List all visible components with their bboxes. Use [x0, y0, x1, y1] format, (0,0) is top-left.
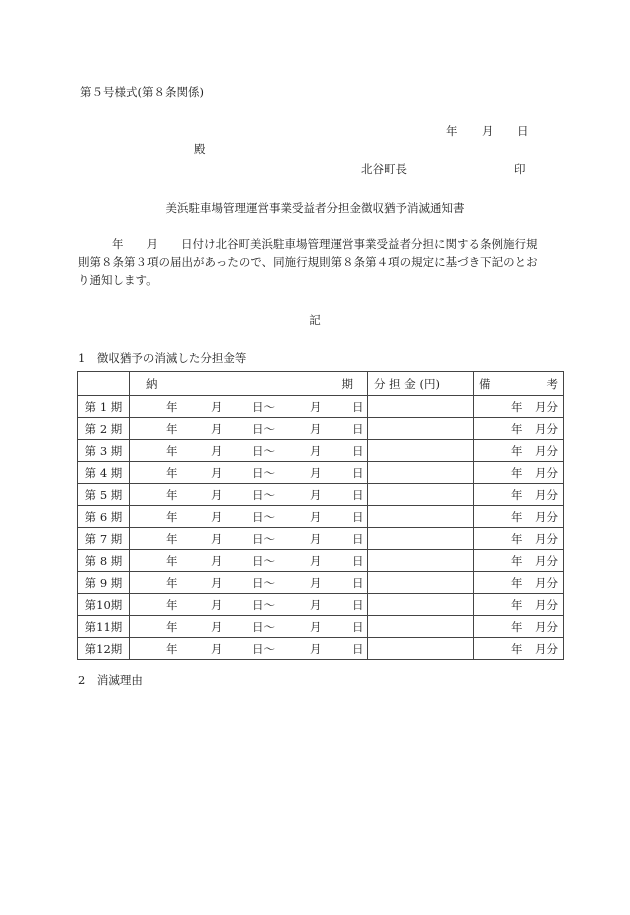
note-month: 月分: [535, 597, 558, 612]
note-cell: [474, 484, 564, 506]
note-month: 月分: [535, 443, 558, 458]
table-row: [78, 572, 564, 594]
range-month: 月: [211, 465, 223, 480]
period-label: 第 2 期: [84, 421, 123, 436]
table-row: [78, 506, 564, 528]
header-amount: [368, 372, 474, 396]
range-day-end: 日: [352, 421, 364, 436]
amount-cell[interactable]: [368, 572, 474, 594]
range-month-end: 月: [310, 553, 322, 568]
range-year: 年: [166, 399, 178, 414]
range-year: 年: [166, 597, 178, 612]
range-month: 月: [211, 399, 223, 414]
note-year: 年: [511, 641, 523, 656]
period-label: 第 8 期: [84, 553, 123, 568]
amount-cell[interactable]: [368, 616, 474, 638]
period-label: 第 5 期: [84, 487, 123, 502]
period-cell: [78, 440, 130, 462]
header-period: [78, 372, 130, 396]
range-cell: [130, 594, 368, 616]
range-cell: [130, 506, 368, 528]
range-day-end: 日: [352, 487, 364, 502]
note-year: 年: [511, 553, 523, 568]
date-month-label: 月: [482, 124, 494, 138]
period-cell: [78, 572, 130, 594]
note-year: 年: [511, 465, 523, 480]
range-month: 月: [211, 509, 223, 524]
note-year: 年: [511, 399, 523, 414]
addressee-suffix: 殿: [194, 142, 206, 156]
range-cell: [130, 462, 368, 484]
note-cell: [474, 528, 564, 550]
section-1-title: 1 徴収猶予の消滅した分担金等: [78, 351, 247, 365]
range-cell: [130, 418, 368, 440]
table-row: [78, 484, 564, 506]
note-cell: [474, 506, 564, 528]
period-cell: [78, 616, 130, 638]
range-day-tilde: 日～: [252, 531, 275, 546]
note-cell: [474, 396, 564, 418]
header-range-right: 期: [341, 376, 353, 391]
range-month-end: 月: [310, 531, 322, 546]
body-year-label: 年: [112, 237, 124, 251]
range-day-tilde: 日～: [252, 399, 275, 414]
range-year: 年: [166, 531, 178, 546]
range-month: 月: [211, 553, 223, 568]
section-2-title: 2 消滅理由: [78, 673, 143, 687]
period-label: 第 4 期: [84, 465, 123, 480]
range-month: 月: [211, 575, 223, 590]
range-day-tilde: 日～: [252, 509, 275, 524]
note-month: 月分: [535, 531, 558, 546]
body-line-1-text: 日付け北谷町美浜駐車場管理運営事業受益者分担に関する条例施行規: [181, 237, 538, 251]
range-day-tilde: 日～: [252, 641, 275, 656]
range-year: 年: [166, 575, 178, 590]
range-day-tilde: 日～: [252, 487, 275, 502]
header-amount-label: 分 担 金 (円): [374, 376, 440, 391]
body-month-label: 月: [146, 237, 158, 251]
range-day-end: 日: [352, 465, 364, 480]
document-title: 美浜駐車場管理運営事業受益者分担金徴収猶予消滅通知書: [165, 201, 465, 215]
note-month: 月分: [535, 619, 558, 634]
seal-mark: 印: [514, 162, 526, 176]
note-year: 年: [511, 421, 523, 436]
range-month-end: 月: [310, 619, 322, 634]
range-cell: [130, 440, 368, 462]
note-cell: [474, 462, 564, 484]
range-day-tilde: 日～: [252, 421, 275, 436]
period-cell: [78, 638, 130, 660]
period-label: 第12期: [84, 641, 123, 656]
range-month-end: 月: [310, 575, 322, 590]
note-cell: [474, 418, 564, 440]
range-day-tilde: 日～: [252, 619, 275, 634]
period-label: 第 9 期: [84, 575, 123, 590]
period-cell: [78, 528, 130, 550]
range-year: 年: [166, 553, 178, 568]
note-year: 年: [511, 443, 523, 458]
range-month-end: 月: [310, 641, 322, 656]
range-day-tilde: 日～: [252, 575, 275, 590]
table-row: [78, 550, 564, 572]
table-row: [78, 594, 564, 616]
range-year: 年: [166, 619, 178, 634]
amount-cell[interactable]: [368, 396, 474, 418]
range-month-end: 月: [310, 421, 322, 436]
amount-cell[interactable]: [368, 440, 474, 462]
note-month: 月分: [535, 399, 558, 414]
table-row: [78, 462, 564, 484]
note-cell: [474, 594, 564, 616]
payment-table: [77, 371, 564, 660]
period-cell: [78, 484, 130, 506]
range-day-end: 日: [352, 509, 364, 524]
range-month-end: 月: [310, 487, 322, 502]
range-cell: [130, 638, 368, 660]
range-day-tilde: 日～: [252, 465, 275, 480]
range-month-end: 月: [310, 443, 322, 458]
table-row: [78, 638, 564, 660]
form-number: 第５号様式(第８条関係): [80, 85, 204, 99]
note-month: 月分: [535, 509, 558, 524]
period-cell: [78, 396, 130, 418]
period-cell: [78, 594, 130, 616]
range-day-end: 日: [352, 597, 364, 612]
range-year: 年: [166, 487, 178, 502]
range-day-end: 日: [352, 619, 364, 634]
table-row: [78, 528, 564, 550]
range-cell: [130, 396, 368, 418]
range-day-end: 日: [352, 399, 364, 414]
note-month: 月分: [535, 465, 558, 480]
range-month-end: 月: [310, 509, 322, 524]
range-day-end: 日: [352, 641, 364, 656]
amount-cell[interactable]: [368, 418, 474, 440]
table-row: [78, 396, 564, 418]
note-month: 月分: [535, 575, 558, 590]
period-label: 第11期: [84, 619, 123, 634]
note-month: 月分: [535, 641, 558, 656]
period-cell: [78, 418, 130, 440]
range-cell: [130, 484, 368, 506]
note-cell: [474, 440, 564, 462]
header-note-right: 考: [546, 376, 558, 391]
range-day-end: 日: [352, 443, 364, 458]
note-year: 年: [511, 575, 523, 590]
range-day-end: 日: [352, 553, 364, 568]
period-label: 第 3 期: [84, 443, 123, 458]
range-month: 月: [211, 443, 223, 458]
note-year: 年: [511, 597, 523, 612]
body-line-3: り通知します。: [78, 273, 158, 287]
note-year: 年: [511, 487, 523, 502]
amount-cell[interactable]: [368, 528, 474, 550]
amount-cell[interactable]: [368, 506, 474, 528]
note-year: 年: [511, 531, 523, 546]
header-range-left: 納: [146, 376, 158, 391]
range-year: 年: [166, 421, 178, 436]
period-cell: [78, 550, 130, 572]
period-label: 第 6 期: [84, 509, 123, 524]
note-cell: [474, 550, 564, 572]
note-year: 年: [511, 619, 523, 634]
range-year: 年: [166, 443, 178, 458]
table-row: [78, 440, 564, 462]
note-month: 月分: [535, 421, 558, 436]
range-month-end: 月: [310, 465, 322, 480]
note-cell: [474, 572, 564, 594]
range-year: 年: [166, 641, 178, 656]
range-month: 月: [211, 531, 223, 546]
header-note: [474, 372, 564, 396]
period-label: 第10期: [84, 597, 123, 612]
range-month: 月: [211, 487, 223, 502]
amount-cell[interactable]: [368, 594, 474, 616]
range-cell: [130, 550, 368, 572]
range-day-tilde: 日～: [252, 597, 275, 612]
ki-heading: 記: [309, 313, 321, 327]
header-range: [130, 372, 368, 396]
range-cell: [130, 572, 368, 594]
range-month: 月: [211, 421, 223, 436]
range-month: 月: [211, 619, 223, 634]
range-day-tilde: 日～: [252, 443, 275, 458]
amount-cell[interactable]: [368, 484, 474, 506]
range-year: 年: [166, 465, 178, 480]
period-cell: [78, 462, 130, 484]
body-paragraph: [78, 235, 560, 289]
issuer: 北谷町長: [361, 162, 407, 176]
note-month: 月分: [535, 553, 558, 568]
range-day-tilde: 日～: [252, 553, 275, 568]
period-label: 第 1 期: [84, 399, 123, 414]
range-month-end: 月: [310, 399, 322, 414]
note-month: 月分: [535, 487, 558, 502]
note-cell: [474, 616, 564, 638]
range-day-end: 日: [352, 531, 364, 546]
range-cell: [130, 616, 368, 638]
amount-cell[interactable]: [368, 638, 474, 660]
amount-cell[interactable]: [368, 462, 474, 484]
amount-cell[interactable]: [368, 550, 474, 572]
range-month: 月: [211, 641, 223, 656]
table-row: [78, 418, 564, 440]
header-note-left: 備: [479, 376, 491, 391]
note-cell: [474, 638, 564, 660]
body-line-2: 則第８条第３項の届出があったので、同施行規則第８条第４項の規定に基づき下記のとお: [78, 255, 538, 269]
date-day-label: 日: [517, 124, 529, 138]
table-row: [78, 616, 564, 638]
period-cell: [78, 506, 130, 528]
period-label: 第 7 期: [84, 531, 123, 546]
range-day-end: 日: [352, 575, 364, 590]
date-year-label: 年: [446, 124, 458, 138]
range-year: 年: [166, 509, 178, 524]
note-year: 年: [511, 509, 523, 524]
range-cell: [130, 528, 368, 550]
body-line-1: [78, 235, 560, 253]
range-month-end: 月: [310, 597, 322, 612]
table-header-row: [78, 372, 564, 396]
range-month: 月: [211, 597, 223, 612]
